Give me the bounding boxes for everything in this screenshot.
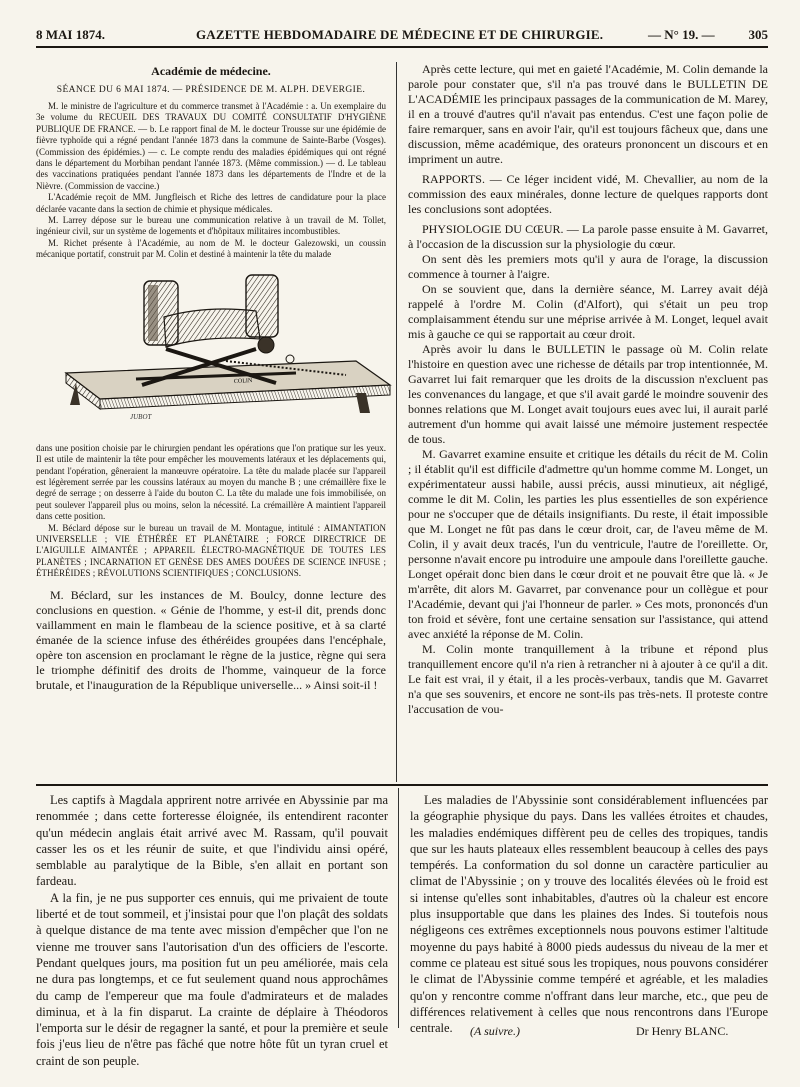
right-paragraph: Après cette lecture, qui met en gaieté l'Académie, M. Colin demande la parole pour constater que, s'il n'a pas trouvé dans le BULLETIN DE L'ACADÉMIE les principaux passages de la communication de M. Marey, il en a trouvé d'autres qu'il n'avait pas entendus. C'est une façon polie de faire remarquer, sans en avoir l'air, qu'il est toujours fâcheux que, dans une discussion, même académique, des orateurs prononcent un discours et en impriment un autre. <box>408 62 768 166</box>
small-paragraph: dans une position choisie par le chirurgien pendant les opérations que l'on pratique sur les yeux. Il est utile de maintenir la tête pour empêcher les mouvements latéraux et les déplacements qui, pendant l'opération, gêneraient la manœuvre opératoire. La tête du malade placée sur l'appareil est légèrement serrée par les coussins latéraux au moyen du manche B ; une crémaillère fixe le degré de serrage ; on desserre à l'aide du bouton C. La tête du malade une fois immobilisée, on peut soulever l'appareil plus ou moins, selon la nécessité. La crémaillère A maintient l'appareil dans cette position. <box>36 442 386 522</box>
abyssinia-captives-paragraph: Les captifs à Magdala apprirent notre arrivée en Abyssinie par ma renommée ; dans cette forteresse éloignée, ils entendirent raconter qu'un médecin anglais était arrivé avec M. Rassam, qu'il pouvait casser les os et les réunir de suite, et que l'individu ainsi opéré, semblable au paralytique de la Bible, s'en allait en portant son fardeau. <box>36 793 388 889</box>
column-divider-bottom <box>398 788 399 1028</box>
side-cushion-right <box>246 275 278 337</box>
small-paragraph: M. Richet présente à l'Académie, au nom de M. le docteur Galezowski, un coussin mécanique portatif, construit par M. Colin et destiné à maintenir la tête du malade <box>36 237 386 260</box>
right-paragraph: On se souvient que, dans la dernière séance, M. Larrey avait déjà rappelé à l'ordre M. Colin (d'Alfort), qui s'était un peu trop complaisamment étendu sur une méprise arrivée à M. Longet, lequel avait mis à gauche ce qui se rapportait au cœur droit. <box>408 282 768 341</box>
knob-small <box>286 355 294 363</box>
right-paragraph: PHYSIOLOGIE DU CŒUR. — La parole passe ensuite à M. Gavarret, à l'occasion de la discussion sur la physiologie du cœur. <box>408 222 768 251</box>
to-follow-note: (A suivre.) <box>470 1024 520 1038</box>
header-issue: — N° 19. — <box>648 27 715 42</box>
right-paragraph: On sent dès les premiers mots qu'il y aura de l'orage, la discussion commence à tourner à l'aigre. <box>408 252 768 281</box>
column-divider-top <box>396 62 397 782</box>
header-page-number: 305 <box>748 27 768 42</box>
table-maker-label: COLIN <box>233 377 253 385</box>
header-title: GAZETTE HEBDOMADAIRE DE MÉDECINE ET DE CHIRURGIE. <box>196 27 604 42</box>
page-header <box>36 24 768 48</box>
small-paragraph: M. Béclard dépose sur le bureau un travail de M. Montague, intitulé : AIMANTATION UNIVERSELLE ; VIE ÉTHÉRÉE ET PLANÉTAIRE ; FORCE DIRECTRICE DE L'AIGUILLE AIMANTÉE ; APPAREIL ÉLECTRO-MAGNÉTIQUE DE TOUTES LES PLANÈTES ; INCARNATION ET GENÈSE DES AMES DOUÉES DE SCIENCE INFUSE ; ÉTHÉRÉIDES ; RÉVOLUTIONS SCIENTIFIQUES ; CONCLUSIONS. <box>36 522 386 579</box>
right-paragraph: RAPPORTS. — Ce léger incident vidé, M. Chevallier, au nom de la commission des eaux minérales, donne lecture de quelques rapports dont les conclusions sont adoptées. <box>408 172 768 216</box>
left-column <box>36 62 386 782</box>
bottom-left-column <box>36 792 388 1068</box>
engraving-svg <box>56 265 396 437</box>
header-date: 8 MAI 1874. <box>36 27 105 42</box>
cushion-apparatus-illustration <box>56 265 396 437</box>
small-paragraph: M. Larrey dépose sur le bureau une communication relative à un travail de M. Tollet, ingénieur civil, sur un système de logements et d'hôpitaux militaires incombustibles. <box>36 215 386 237</box>
small-paragraph: M. le ministre de l'agriculture et du commerce transmet à l'Académie : a. Un exemplaire du 3e volume du RECUEIL DES TRAVAUX DU COMITÉ CONSULTATIF D'HYGIÈNE PUBLIQUE DE FRANCE. — b. Le rapport final de M. le docteur Trousse sur une épidémie de fièvre typhoïde qui a régné pendant l'année 1873 dans la commune de Sainte-Barbe (Vosges). (Commission des épidémies.) — c. Le compte rendu des maladies épidémiques qui ont régné dans le département du Morbihan pendant l'année 1873. (Même commission.) — d. Le tableau des vaccinations pratiquées pendant l'année 1873 dans les départements de l'Indre et de la Nièvre. (Commission de vaccine.) <box>36 101 386 191</box>
abyssinia-captives-paragraph: A la fin, je ne pus supporter ces ennuis, qui me privaient de toute liberté et de tout sommeil, et j'insistai pour que l'on plaçât des soldats à quelque distance de ma tente avec mission d'empêcher que l'on ne vienne me trouver sans l'autorisation d'un des officiers de l'escorte. Pendant quelques jours, ma position fut un peu améliorée, mais cela ne dura pas longtemps, et ce fut seulement quand nous approchâmes du camp de l'empereur que ma foule d'admirateurs et de malades diminua, et à la fin disparut. La crainte de déplaire à Théodoros l'emporta sur le désir de regagner la santé, et pour la première et seule fois j'eus lieu de n'être pas fâché que notre hôte fût un tyran cruel et craint de son peuple. <box>36 890 388 1068</box>
right-column <box>408 62 768 782</box>
section-divider <box>36 784 768 786</box>
seance-line: SÉANCE DU 6 MAI 1874. — PRÉSIDENCE DE M. ALPH. DEVERGIE. <box>56 85 366 95</box>
right-paragraph: Après avoir lu dans le BULLETIN le passage où M. Colin relate l'histoire en question avec une richesse de détails par trop intentionnée, M. Gavarret lui fait remarquer que les droits de la discussion n'excluent pas les convenances du langage, et que s'il avait gardé le moindre souvenir des bonnes relations que M. Longet avait toujours eues avec lui, il aurait parlé autrement d'un homme qui avait laissé une mémoire justement respectée de tous. <box>408 342 768 446</box>
section-title: Académie de médecine. <box>151 64 271 78</box>
beclard-paragraph: M. Béclard, sur les instances de M. Boulcy, donne lecture des conclusions en question. « Génie de l'homme, y est-il dit, prends donc vaillamment en main le flambeau de la science positive, et à sa clarté émanée de la science infuse des éthéréides groupées dans l'encéphale, opère ton ascension en proclamant le règne de la justice, règne qui sera le triomphe définitif des droits de l'homme, vainqueur de la force brutale, et l'inauguration de la République universelle... » Ainsi soit-il ! <box>36 587 386 692</box>
abyssinia-diseases-paragraph: Les maladies de l'Abyssinie sont considérablement influencées par la géographie physique du pays. Dans les vallées étroites et chaudes, les maladies endémiques diffèrent peu de celles des tropiques, tandis que sur les hauts plateaux elles ressemblent beaucoup à celles des pays tempérés. La conformation du sol donne un caractère particulier au climat de l'Abyssinie ; on y trouve des localités élevées où le froid est si intense qu'elles sont inhabitables, d'autres où la chaleur est encore plus insupportable que dans les plaines des Indes. Si toutefois nous négligeons ces extrêmes exceptionnels nous pouvons estimer l'altitude moyenne du pays habité à 8000 pieds audessus du niveau de la mer et comme ce plateau est situé sous les tropiques, nous pouvons considérer le climat de l'Abyssinie comme tempéré et agréable, et les maladies qu'on y rencontre comme n'offrant dans leur marche, etc., que peu de différences relativement à celles que nous rencontrons dans l'Europe centrale. <box>410 793 768 1036</box>
right-paragraph: M. Gavarret examine ensuite et critique les détails du récit de M. Colin ; il établit qu'il est difficile d'admettre qu'un homme comme M. Longet, un expérimentateur aussi habile, aussi précis, aussi minutieux, ait négligé, comme le dit M. Colin, les parties les plus essentielles de son expérience pour ne s'occuper que de détails insignifiants. Du reste, il était impossible que M. Longet ne fût pas dans le cœur droit, car, de l'aveu même de M. Colin, il y avait deux tracés, l'un du ventricule, l'autre de l'oreillette. Or, personne n'avait encore pu introduire une ampoule dans l'oreillette gauche. Longet opérait donc bien dans le cœur droit et ne pouvait être que là. « Je m'arrête, dit alors M. Gavarret, par convenance pour un collègue et pour l'Académie, devant qui j'ai l'honneur de parler. » Ces mots, prononcés d'un ton froid et sévère, font une certaine sensation sur l'assistance, qui attend avec anxiété la réponse de M. Colin. <box>408 447 768 641</box>
right-paragraph: M. Colin monte tranquillement à la tribune et répond plus tranquillement encore qu'il n'a rien à retrancher ni à ajouter à ce qu'il a dit. Le fait est vrai, il y était, il a les procès-verbaux, tandis que M. Gavarret n'a que ses souvenirs, et encore ne sont-ils pas très-nets. Il proteste contre l'accusation de vou- <box>408 642 768 716</box>
author-signature: Dr Henry BLANC. <box>636 1024 729 1038</box>
cushion-shade <box>148 285 158 341</box>
engraver-signature: JUBOT <box>130 412 152 421</box>
small-paragraph: L'Académie reçoit de MM. Jungfleisch et Riche des lettres de candidature pour la place déclarée vacante dans la section de chimie et physique médicales. <box>36 192 386 214</box>
